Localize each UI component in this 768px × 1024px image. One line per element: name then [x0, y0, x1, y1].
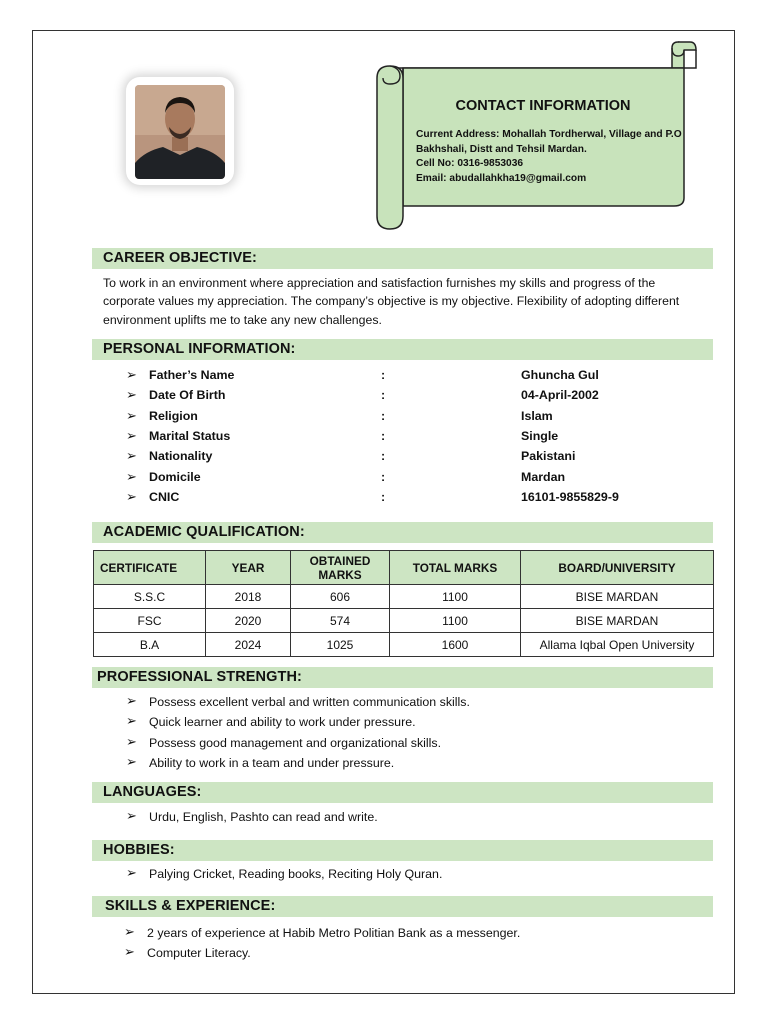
academic-table-cell: Allama Iqbal Open University: [521, 633, 714, 657]
academic-table-cell: BISE MARDAN: [521, 609, 714, 633]
languages-heading: LANGUAGES:: [103, 784, 202, 800]
arrow-bullet-icon: ➢: [126, 733, 137, 749]
languages-heading-band: [92, 782, 713, 803]
arrow-bullet-icon: ➢: [124, 924, 135, 939]
contact-details: [416, 128, 698, 186]
academic-heading-band: [92, 522, 713, 543]
list-item: [126, 866, 716, 886]
personal-info-value: Pakistani: [521, 449, 576, 464]
personal-info-label: Marital Status: [149, 428, 231, 443]
arrow-bullet-icon: ➢: [126, 448, 137, 464]
profile-photo-frame: [126, 77, 234, 185]
contact-email: Email: abudallahkha19@gmail.com: [416, 172, 587, 184]
academic-table-cell: 606: [291, 585, 390, 609]
personal-info-label: Nationality: [149, 449, 213, 464]
personal-info-colon: :: [381, 388, 386, 403]
arrow-bullet-icon: ➢: [126, 693, 137, 708]
personal-info-label: Religion: [149, 408, 198, 423]
personal-info-colon: :: [381, 428, 386, 443]
academic-table-cell: 1025: [291, 633, 390, 657]
personal-info-heading: PERSONAL INFORMATION:: [103, 341, 296, 357]
personal-info-value: Islam: [521, 408, 553, 423]
academic-heading: ACADEMIC QUALIFICATION:: [103, 524, 305, 540]
personal-info-heading-band: [92, 339, 713, 360]
personal-info-row: [126, 428, 686, 448]
academic-col-header: OBTAINED MARKS: [291, 551, 390, 585]
personal-info-row: [126, 408, 686, 428]
arrow-bullet-icon: ➢: [126, 407, 137, 423]
career-objective-heading-band: [92, 248, 713, 269]
academic-table-cell: 2020: [206, 609, 291, 633]
list-item-text: Ability to work in a team and under pressure.: [149, 755, 395, 770]
academic-table-cell: 1100: [390, 609, 521, 633]
contact-address-line2: Bakhshali, Distt and Tehsil Mardan.: [416, 143, 587, 155]
skills-heading-band: [92, 896, 713, 917]
list-item: [126, 714, 716, 734]
personal-info-label: Father’s Name: [149, 368, 235, 382]
arrow-bullet-icon: ➢: [126, 427, 137, 443]
hobbies-heading: HOBBIES:: [103, 842, 175, 858]
academic-table-cell: FSC: [94, 609, 206, 633]
list-item-text: Computer Literacy.: [147, 946, 251, 960]
strength-heading: PROFESSIONAL STRENGTH:: [97, 669, 302, 685]
list-item-text: Possess good management and organizational skills.: [149, 735, 442, 750]
personal-info-label: Date Of Birth: [149, 388, 226, 403]
arrow-bullet-icon: ➢: [126, 488, 137, 504]
personal-info-row: [126, 367, 686, 387]
list-item: [126, 735, 716, 755]
skills-heading: SKILLS & EXPERIENCE:: [105, 898, 276, 914]
arrow-bullet-icon: ➢: [126, 367, 137, 382]
personal-info-row: [126, 448, 686, 468]
profile-photo: [135, 85, 225, 179]
personal-info-label: CNIC: [149, 489, 180, 504]
personal-info-colon: :: [381, 469, 386, 484]
list-item: [124, 925, 714, 945]
personal-info-row: [126, 387, 686, 407]
contact-cell: Cell No: 0316-9853036: [416, 158, 524, 169]
arrow-bullet-icon: ➢: [126, 387, 137, 403]
arrow-bullet-icon: ➢: [124, 944, 135, 959]
arrow-bullet-icon: ➢: [126, 713, 137, 729]
arrow-bullet-icon: ➢: [126, 865, 137, 880]
list-item: [124, 945, 714, 965]
academic-table-cell: 574: [291, 609, 390, 633]
academic-col-header: TOTAL MARKS: [390, 551, 521, 585]
personal-info-value: 16101-9855829-9: [521, 489, 619, 504]
contact-title: CONTACT INFORMATION: [455, 98, 631, 114]
academic-table-cell: 2024: [206, 633, 291, 657]
academic-table-row: [94, 585, 714, 609]
list-item: [126, 694, 716, 714]
academic-table-row: [94, 609, 714, 633]
academic-table-cell: S.S.C: [94, 585, 206, 609]
academic-col-header: CERTIFICATE: [94, 551, 206, 585]
academic-table-cell: 2018: [206, 585, 291, 609]
personal-info-value: Ghuncha Gul: [521, 368, 599, 382]
list-item-text: Urdu, English, Pashto can read and write.: [149, 810, 378, 824]
academic-table-cell: BISE MARDAN: [521, 585, 714, 609]
personal-info-value: Mardan: [521, 469, 566, 484]
arrow-bullet-icon: ➢: [126, 808, 137, 823]
list-item: [126, 809, 716, 829]
personal-info-value: 04-April-2002: [521, 388, 599, 403]
academic-col-header: BOARD/UNIVERSITY: [521, 551, 714, 585]
list-item-text: Palying Cricket, Reading books, Reciting Holy Quran.: [149, 867, 443, 881]
academic-table-row: [94, 633, 714, 657]
strength-heading-band: [92, 667, 713, 688]
list-item-text: Possess excellent verbal and written communication skills.: [149, 695, 470, 709]
personal-info-colon: :: [381, 368, 386, 382]
list-item-text: Quick learner and ability to work under pressure.: [149, 715, 416, 730]
list-item-text: 2 years of experience at Habib Metro Politian Bank as a messenger.: [147, 926, 521, 940]
personal-info-colon: :: [381, 408, 386, 423]
career-objective-text: To work in an environment where appreciation and satisfaction furnishes my skills and progress of the corporate values my appreciation. The company’s objective is my objective. Flexibility of adopting different environment uplifts me to take any new challenges.: [103, 276, 680, 327]
arrow-bullet-icon: ➢: [126, 753, 137, 769]
personal-info-row: [126, 489, 686, 509]
arrow-bullet-icon: ➢: [126, 468, 137, 484]
hobbies-heading-band: [92, 840, 713, 861]
personal-info-row: [126, 469, 686, 489]
list-item: [126, 755, 716, 775]
academic-table-header: [94, 551, 714, 585]
contact-address-line1: Current Address: Mohallah Tordherwal, Village and P.O: [416, 129, 682, 140]
academic-table-cell: 1100: [390, 585, 521, 609]
academic-table-cell: 1600: [390, 633, 521, 657]
academic-table: [93, 550, 714, 657]
personal-info-colon: :: [381, 449, 386, 464]
academic-col-header: YEAR: [206, 551, 291, 585]
personal-info-value: Single: [521, 428, 559, 443]
personal-info-colon: :: [381, 489, 386, 504]
academic-table-cell: B.A: [94, 633, 206, 657]
career-objective-heading: CAREER OBJECTIVE:: [103, 250, 257, 266]
personal-info-label: Domicile: [149, 469, 201, 484]
